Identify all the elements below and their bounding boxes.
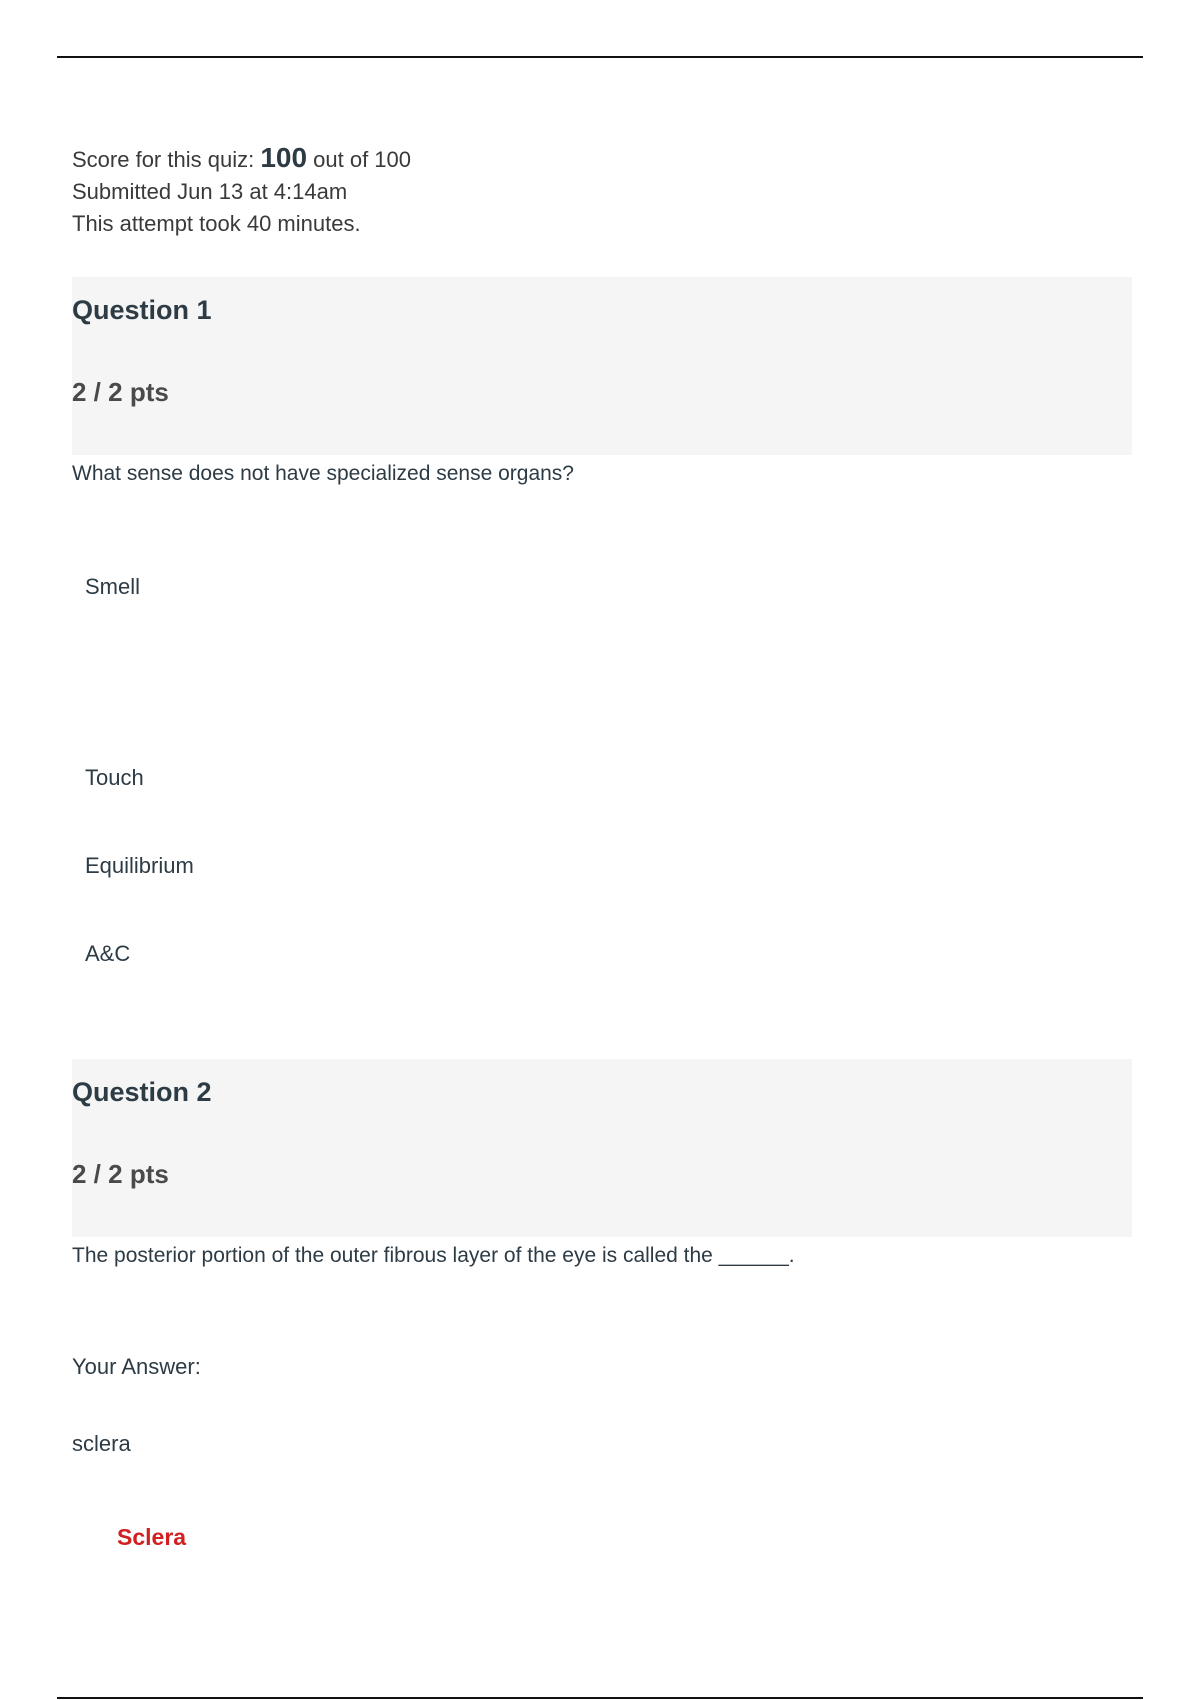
quiz-summary [72, 142, 411, 240]
your-answer-value: sclera [72, 1431, 131, 1456]
question-title: Question 1 [72, 295, 212, 325]
submitted-time: Submitted Jun 13 at 4:14am [72, 179, 348, 204]
answer-option[interactable]: A&C [85, 941, 131, 966]
question-1-header [72, 277, 1132, 455]
answer-option[interactable]: Equilibrium [85, 853, 194, 878]
attempt-duration: This attempt took 40 minutes. [72, 211, 361, 236]
bottom-rule [57, 1697, 1143, 1699]
score-suffix: out of 100 [307, 147, 412, 172]
score-prefix: Score for this quiz: [72, 147, 261, 172]
answer-option[interactable]: Smell [85, 574, 141, 599]
your-answer-label: Your Answer: [72, 1354, 201, 1379]
score-line [72, 142, 411, 176]
score-value: 100 [260, 142, 308, 173]
question-points: 2 / 2 pts [72, 1159, 169, 1189]
top-rule [57, 56, 1143, 58]
question-title: Question 2 [72, 1077, 212, 1107]
question-2-header [72, 1059, 1132, 1237]
answer-option[interactable]: Touch [85, 765, 144, 790]
question-points: 2 / 2 pts [72, 377, 169, 407]
question-2-text: The posterior portion of the outer fibrous layer of the eye is called the ______. [72, 1244, 795, 1267]
question-1-text: What sense does not have specialized sense organs? [72, 462, 574, 485]
correct-answer: Sclera [117, 1524, 187, 1550]
